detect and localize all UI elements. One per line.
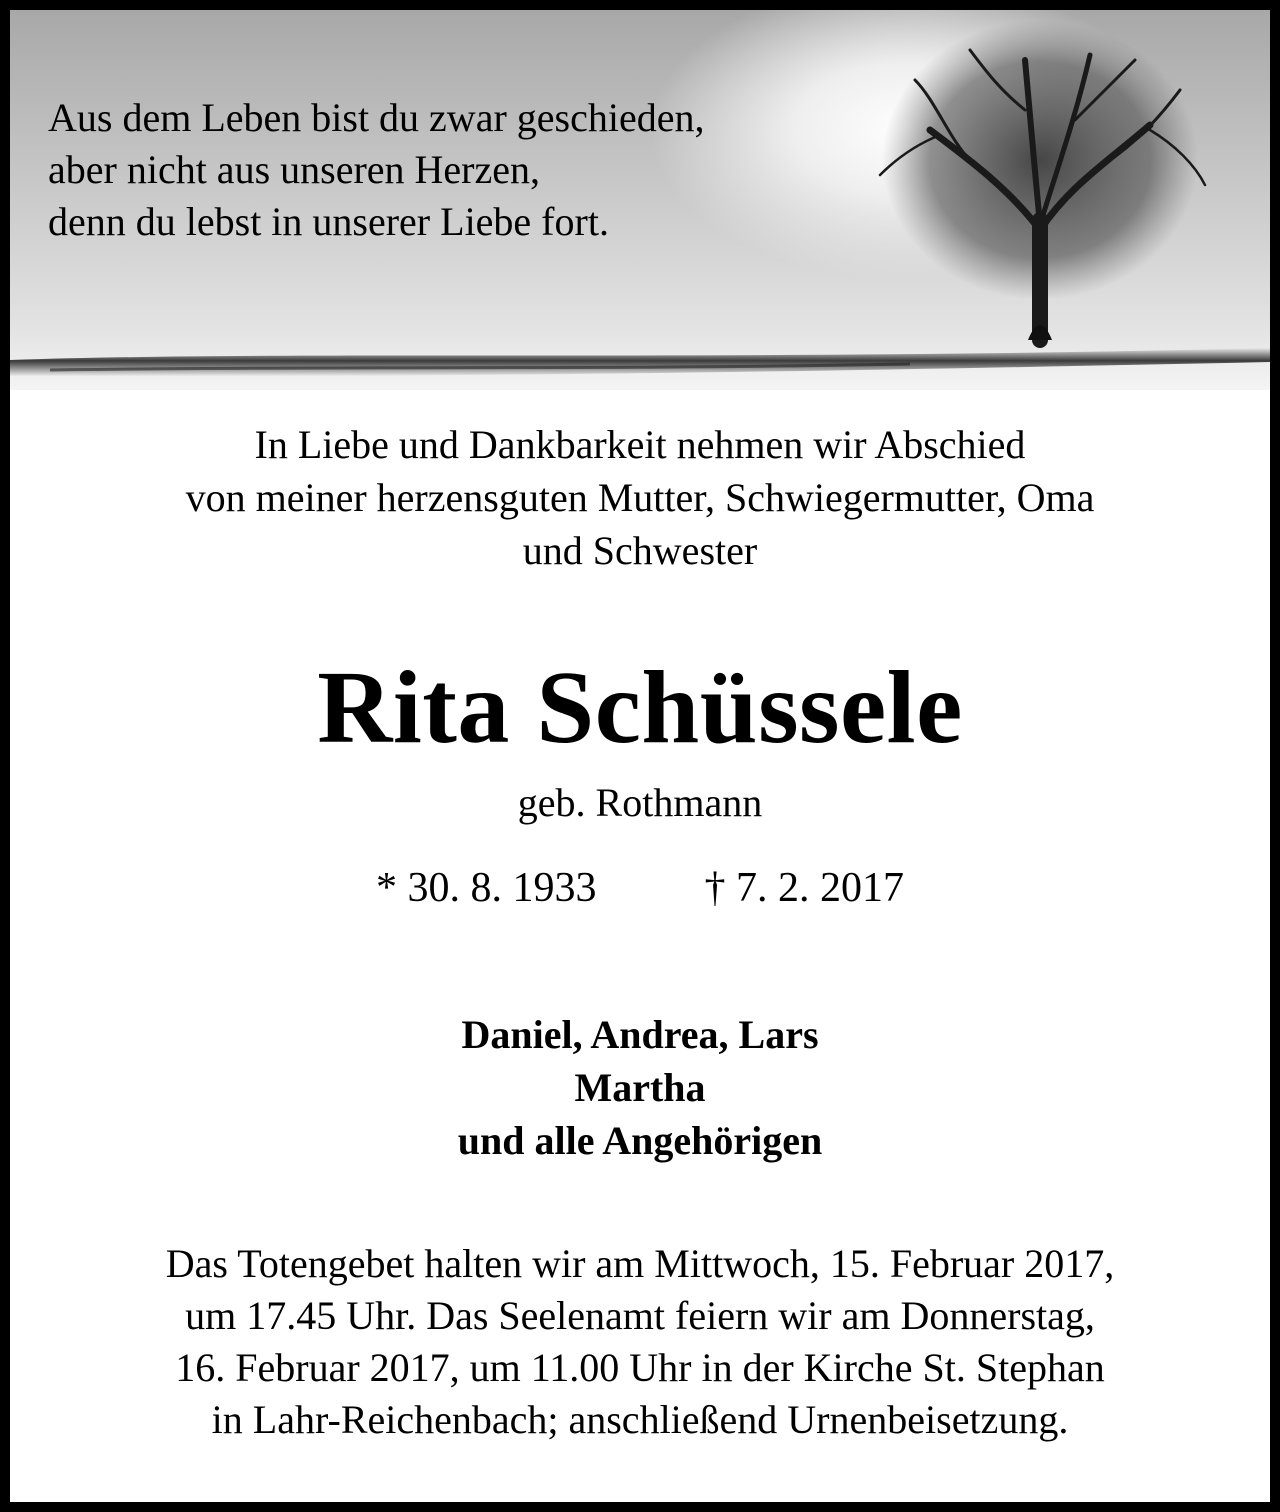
quote-line: denn du lebst in unserer Liebe fort. — [48, 199, 609, 244]
notice-line: Das Totengebet halten wir am Mittwoch, 15. Februar 2017, — [165, 1241, 1115, 1286]
service-notice — [10, 1238, 1270, 1446]
intro-text — [10, 418, 1270, 577]
notice-line: in Lahr-Reichenbach; anschließend Urnenbeisetzung. — [211, 1397, 1069, 1442]
header-banner — [10, 10, 1270, 390]
mourners-list — [10, 1008, 1270, 1167]
quote-line: aber nicht aus unseren Herzen, — [48, 147, 540, 192]
intro-line: und Schwester — [522, 528, 758, 573]
quote-line: Aus dem Leben bist du zwar geschieden, — [48, 95, 705, 140]
mourner-line: und alle Angehörigen — [457, 1118, 823, 1163]
intro-line: von meiner herzensguten Mutter, Schwiegermutter, Oma — [185, 475, 1095, 520]
notice-line: 16. Februar 2017, um 11.00 Uhr in der Kirche St. Stephan — [175, 1345, 1105, 1390]
life-dates — [10, 862, 1270, 914]
deceased-name: Rita Schüssele — [317, 650, 963, 765]
mourner-line: Daniel, Andrea, Lars — [461, 1012, 819, 1057]
mourner-line: Martha — [574, 1065, 706, 1110]
birth-date: * 30. 8. 1933 — [376, 865, 597, 911]
intro-line: In Liebe und Dankbarkeit nehmen wir Abschied — [254, 422, 1026, 467]
quote-text — [48, 92, 704, 248]
death-date: † 7. 2. 2017 — [704, 865, 904, 911]
notice-line: um 17.45 Uhr. Das Seelenamt feiern wir am Donnerstag, — [185, 1293, 1095, 1338]
birth-name: geb. Rothmann — [517, 780, 763, 825]
